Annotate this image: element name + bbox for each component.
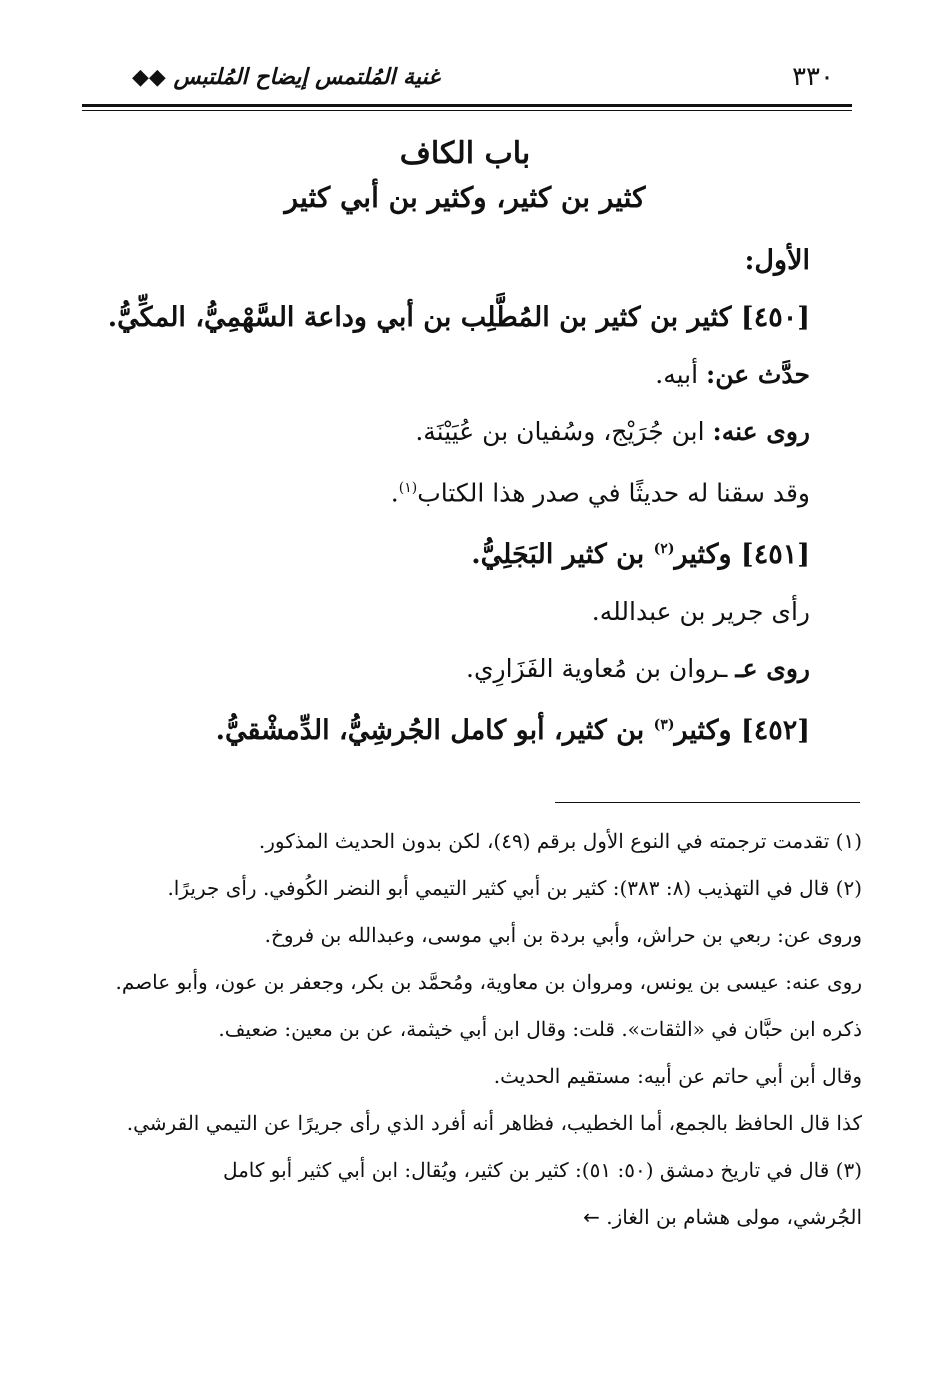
entry-451 [120,521,810,583]
narrated-by-line-2 [120,640,810,697]
continue-arrow-icon: ← [583,1205,600,1229]
chapter-title: باب الكاف [399,136,531,171]
footnote-2-line-2: وروى عن: ربعي بن حراش، وأبي بردة بن أبي موسى، وعبدالله بن فروخ. [264,923,862,947]
footnote-ref-1[interactable]: (١) [398,480,418,496]
narrated-by-label-2: روى عـ [735,654,810,684]
narrated-by-label: روى عنه: [712,417,810,446]
narrated-from-line [120,346,810,403]
narrated-by-text-2: ـروان بن مُعاوية الفَزَارِي. [466,654,736,684]
narrated-from-text: أبيه. [655,360,706,389]
footnote-1: (١) تقدمت ترجمته في النوع الأول برقم (٤٩)، لكن بدون الحديث المذكور. [258,829,862,853]
note-line: وقد سقنا له حديثًا في صدر هذا الكتاب$^{(١)}$. [390,478,810,508]
entry-452-rest: بن كثير، أبو كامل الجُرشِيُّ، الدِّمشْقيُّ. [215,715,654,747]
page-header [82,62,842,102]
entry-451-num: [٤٥١] وكثير [674,539,810,571]
narrated-by-line [120,403,810,460]
note-text: وقد سقنا له حديثًا في صدر هذا الكتاب [417,478,810,508]
footnote-3-line-2-text: الجُرشي، مولى هشام بن الغاز. [606,1205,862,1229]
entry-450: [٤٥٠] كثير بن كثير بن المُطَّلِب بن أبي وداعة السَّهْمِيُّ، المكِّيُّ. [107,302,810,333]
footnote-ref-2[interactable]: (٢) [653,541,675,558]
main-text [107,128,810,759]
section-title: كثير بن كثير، وكثير بن أبي كثير [284,181,646,214]
entry-452 [120,697,810,759]
narrated-by-text: ابن جُرَيْج، وسُفيان بن عُيَيْنَة. [415,417,713,446]
entry-451-rest: بن كثير البَجَلِيُّ. [471,539,654,571]
footnote-2-line-5: وقال أبن أبي حاتم عن أبيه: مستقيم الحديث. [493,1064,862,1088]
footnote-2-line-6: كذا قال الحافظ بالجمع، أما الخطيب، فظاهر أنه أفرد الذي رأى جريرًا عن التيمي القرشي. [126,1111,862,1135]
footnote-2-line-4: ذكره ابن حبَّان في «الثقات». قلت: وقال ابن أبي خيثمة، عن بن معين: ضعيف. [218,1017,862,1041]
footnote-3-line-1: (٣) قال في تاريخ دمشق (٥٠: ٥١): كثير بن كثير، ويُقال: ابن أبي كثير أبو كامل [222,1158,862,1182]
footnote-3-line-2 [82,1194,862,1241]
saw-line: رأى جرير بن عبدالله. [591,597,810,627]
footnote-separator [555,802,860,803]
header-rule-thin [82,110,852,111]
footnote-ref-3[interactable]: (٣) [653,717,675,734]
entry-452-num: [٤٥٢] وكثير [674,715,810,747]
footnote-2-line-3: روى عنه: عيسى بن يونس، ومروان بن معاوية، ومُحمَّد بن بكر، وجعفر بن عون، وأبو عاصم. [115,970,862,994]
narrated-from-label: حدَّث عن: [706,360,810,389]
footnotes [82,818,862,1241]
footnote-2-line-1: (٢) قال في التهذيب (٨: ٣٨٣): كثير بن أبي كثير التيمي أبو النضر الكُوفي. رأى جريرًا. [167,876,862,900]
header-rule-thick [82,104,852,107]
page-number: ٣٣٠ [792,62,834,92]
running-title: غنية المُلتمس إيضاح المُلتبس ◆◆ [132,64,440,90]
first-label: الأول: [744,245,810,276]
